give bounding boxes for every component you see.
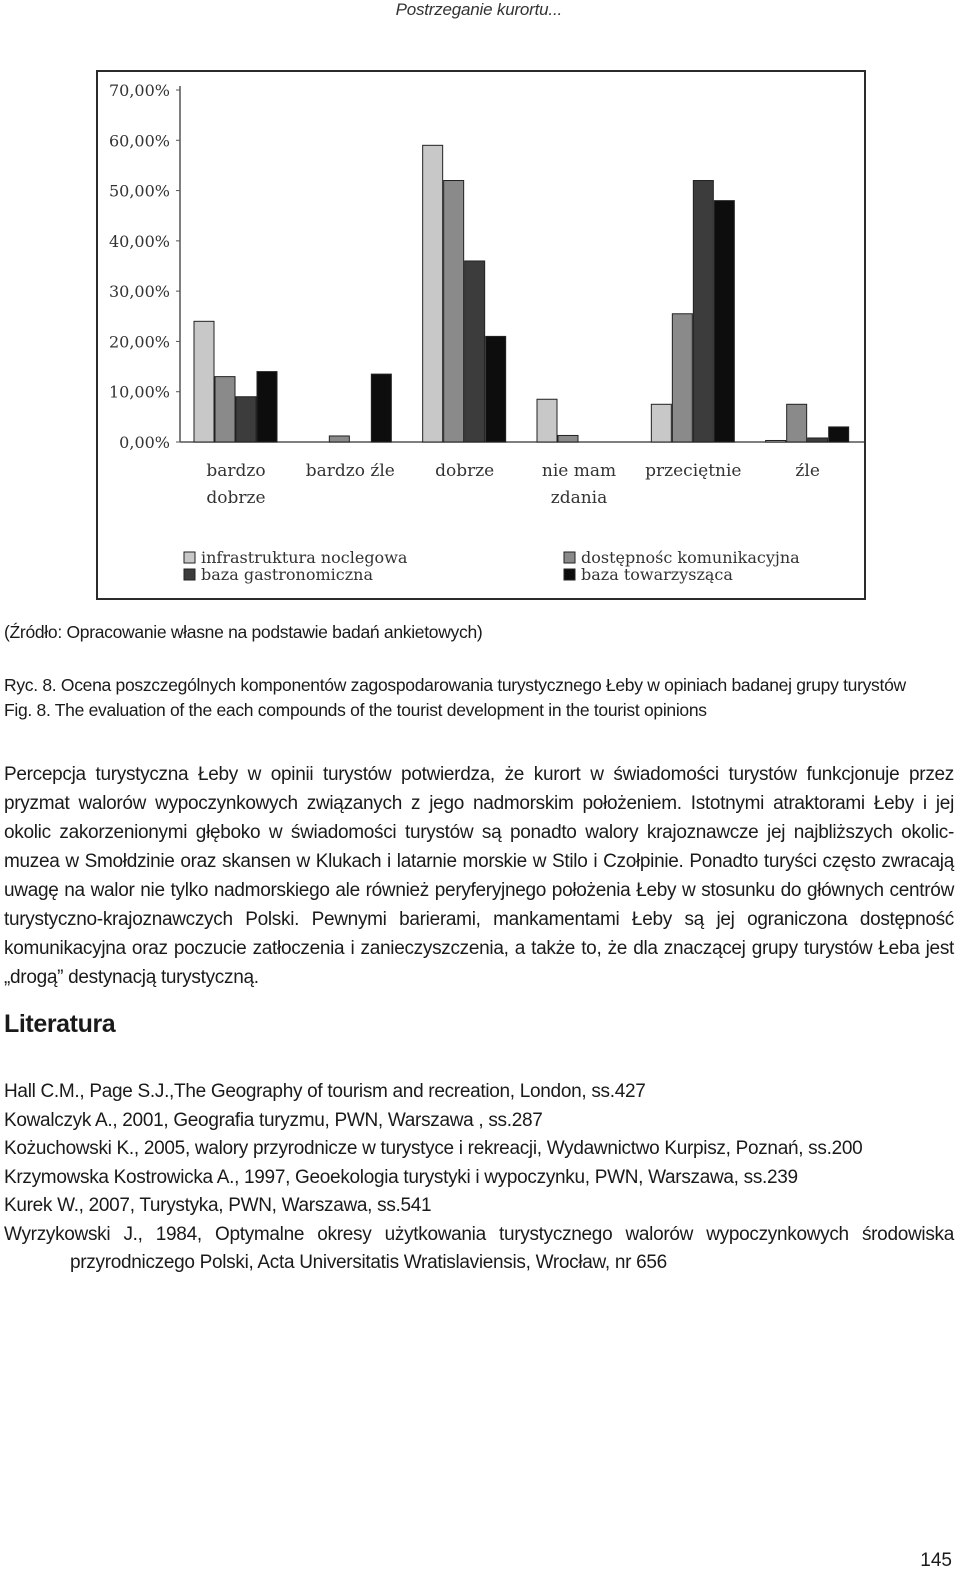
bar [486, 336, 506, 442]
bar [672, 314, 692, 442]
reference-list [4, 1078, 954, 1278]
x-category-label: dobrze [435, 461, 495, 481]
y-tick-label: 70,00% [108, 81, 170, 100]
legend-swatch [564, 552, 575, 563]
legend-label: dostępnośc komunikacyjna [581, 548, 800, 567]
bar [465, 261, 485, 442]
y-tick-label: 40,00% [108, 231, 170, 251]
bar [766, 440, 786, 442]
bar [787, 404, 807, 442]
legend-swatch [564, 569, 575, 580]
body-paragraph: Percepcja turystyczna Łeby w opinii turystów potwierdza, że kurort w świadomości turystów funkcjonuje przez pryzmat walorów wypoczynkowych związanych z jego nadmorskim położeniem. Istotnymi atraktorami Łeby i jej okolic zakorzenionymi głęboko w świadomości turystów są ponadto walory krajoznawcze jej najbliższych okolic- muzea w Smołdzinie oraz skansen w Klukach i latarnie morskie w Stilo i Czołpinie. Ponadto turyści często zwracają uwagę na walor nie tylko nadmorskiego ale również peryferyjnego położenia Łeby w stosunku do głównych centrów turystyczno-krajoznawczych Polski. Pewnymi barierami, mankamentami Łeby są jej ograniczona dostępność komunikacyjna oraz poczucie zatłoczenia i zanieczyszczenia, a także to, że dla znaczącej grupy turystów Łeba jest „drogą” destynacją turystyczną. [4, 764, 954, 988]
bar [651, 404, 671, 442]
reference-item: Kurek W., 2007, Turystyka, PWN, Warszawa, ss.541 [4, 1195, 432, 1216]
bar-chart-figure [96, 70, 866, 600]
legend-label: baza gastronomiczna [201, 565, 373, 584]
bar-chart [98, 72, 864, 598]
y-tick-label: 0,00% [119, 433, 170, 452]
bar [423, 145, 443, 442]
x-category-label: nie mam [541, 461, 617, 481]
bar [444, 181, 464, 442]
literature-heading: Literatura [4, 1010, 116, 1038]
bar [714, 201, 734, 442]
y-tick-label: 50,00% [108, 181, 170, 201]
bar [558, 435, 578, 442]
running-header: Postrzeganie kurortu... [395, 0, 562, 19]
bar [693, 181, 713, 442]
y-tick-label: 60,00% [108, 131, 170, 151]
legend-label: infrastruktura noclegowa [201, 548, 408, 567]
bar [194, 321, 214, 442]
x-category-label: bardzo [206, 461, 266, 481]
reference-item: Kowalczyk A., 2001, Geografia turyzmu, PWN, Warszawa , ss.287 [4, 1109, 543, 1131]
reference-item: Krzymowska Kostrowicka A., 1997, Geoekologia turystyki i wypoczynku, PWN, Warszawa, ss.239 [4, 1166, 798, 1188]
bar [236, 397, 256, 442]
x-category-label: źle [795, 461, 820, 481]
y-tick-label: 10,00% [108, 382, 170, 402]
bar [215, 377, 235, 442]
bar [371, 374, 391, 442]
x-category-label: zdania [550, 488, 608, 508]
source-note: (Źródło: Opracowanie własne na podstawie badań ankietowych) [4, 622, 483, 642]
bar [829, 427, 849, 442]
bar [808, 438, 828, 442]
reference-item: Hall C.M., Page S.J.,The Geography of tourism and recreation, London, ss.427 [4, 1081, 646, 1102]
y-tick-label: 30,00% [108, 282, 170, 302]
y-tick-label: 20,00% [108, 332, 170, 352]
page-number: 145 [920, 1550, 952, 1571]
x-category-label: przeciętnie [645, 461, 742, 481]
x-category-label: dobrze [206, 488, 266, 508]
figure-caption-pl: Ryc. 8. Ocena poszczególnych komponentów zagospodarowania turystycznego Łeby w opiniach badanej grupy turystów [4, 675, 906, 695]
reference-item: Kożuchowski K., 2005, walory przyrodnicze w turystyce i rekreacji, Wydawnictwo Kurpisz, Poznań, ss.200 [4, 1138, 863, 1159]
figure-caption-en: Fig. 8. The evaluation of the each compounds of the tourist development in the tourist opinions [4, 700, 707, 720]
x-category-label: bardzo źle [305, 461, 395, 481]
reference-item: Wyrzykowski J., 1984, Optymalne okresy użytkowania turystycznego walorów wypoczynkowych środowiska przyrodniczego Polski, Acta Universitatis Wratislaviensis, Wrocław, nr 656 [4, 1223, 954, 1273]
legend-swatch [184, 569, 195, 580]
bar [537, 399, 557, 442]
legend-label: baza towarzysząca [581, 565, 733, 584]
legend-swatch [184, 552, 195, 563]
bar [257, 372, 277, 442]
bar [329, 436, 349, 442]
